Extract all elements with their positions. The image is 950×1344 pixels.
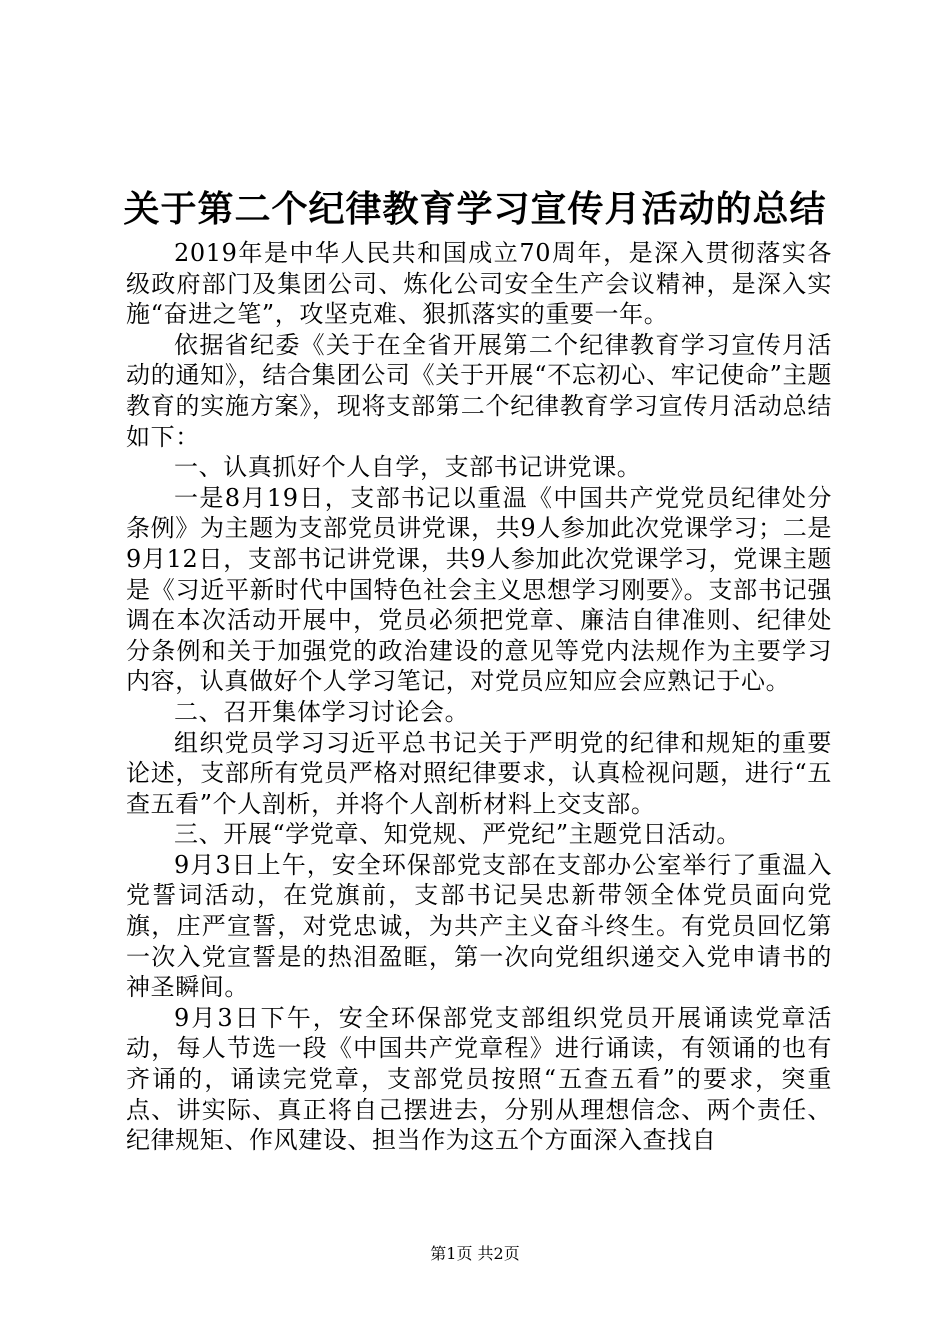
paragraph-section-3a: 9月3日上午，安全环保部党支部在支部办公室举行了重温入党誓词活动，在党旗前，支部书记吴忠新带领全体党员面向党旗，庄严宣誓，对党忠诚，为共产主义奋斗终生。有党员回忆第一次入党宣誓是的热泪盈眶，第一次向党组织递交入党申请书的神圣瞬间。 (126, 850, 832, 1002)
document-body (126, 238, 832, 1156)
paragraph-intro: 2019年是中华人民共和国成立70周年，是深入贯彻落实各级政府部门及集团公司、炼化公司安全生产会议精神，是深入实施“奋进之笔”，攻坚克难、狠抓落实的重要一年。 (126, 239, 832, 329)
section-heading-1: 一、认真抓好个人自学，支部书记讲党课。 (174, 453, 642, 482)
page-number-footer: 第1页 共2页 (430, 1244, 520, 1263)
paragraph-section-3b: 9月3日下午，安全环保部党支部组织党员开展诵读党章活动，每人节选一段《中国共产党章程》进行诵读，有领诵的也有齐诵的，诵读完党章，支部党员按照“五查五看”的要求，突重点、讲实际、真正将自己摆进去，分别从理想信念、两个责任、纪律规矩、作风建设、担当作为这五个方面深入查找自 (126, 1003, 832, 1155)
paragraph-section-2: 组织党员学习习近平总书记关于严明党的纪律和规矩的重要论述，支部所有党员严格对照纪律要求，认真检视问题，进行“五查五看”个人剖析，并将个人剖析材料上交支部。 (126, 728, 832, 818)
paragraph-basis: 依据省纪委《关于在全省开展第二个纪律教育学习宣传月活动的通知》，结合集团公司《关于开展“不忘初心、牢记使命”主题教育的实施方案》，现将支部第二个纪律教育学习宣传月活动总结如下： (126, 330, 832, 451)
document-title: 关于第二个纪律教育学习宣传月活动的总结 (123, 189, 827, 230)
paragraph-section-1: 一是8月19日，支部书记以重温《中国共产党党员纪律处分条例》为主题为支部党员讲党课，共9人参加此次党课学习；二是9月12日，支部书记讲党课，共9人参加此次党课学习，党课主题是《习近平新时代中国特色社会主义思想学习刚要》。支部书记强调在本次活动开展中，党员必须把党章、廉洁自律准则、纪律处分条例和关于加强党的政治建设的意见等党内法规作为主要学习内容，认真做好个人学习笔记，对党员应知应会应熟记于心。 (126, 483, 832, 696)
section-heading-2: 二、召开集体学习讨论会。 (174, 697, 470, 726)
section-heading-3: 三、开展“学党章、知党规、严党纪”主题党日活动。 (174, 820, 741, 849)
